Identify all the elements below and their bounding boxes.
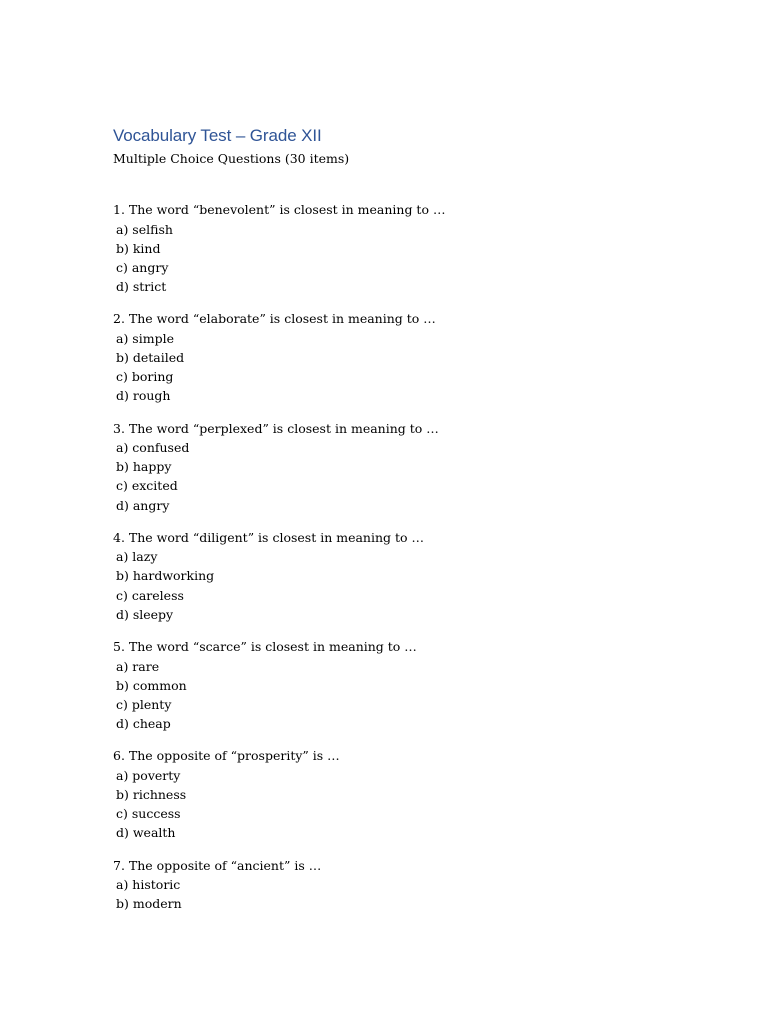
answer-option: b) happy [116,459,172,475]
answer-option: d) sleepy [116,606,174,622]
answer-option: a) historic [116,877,181,892]
question-text: 3. The word “perplexed” is closest in meaning to … [113,420,439,436]
answer-option: d) cheap [116,716,171,732]
question-text: 4. The word “diligent” is closest in meaning to … [113,529,425,545]
document-subtitle: Multiple Choice Questions (30 items) [113,151,350,166]
question-item [113,528,713,624]
question-item [113,309,713,405]
answer-option: a) lazy [116,549,158,565]
answer-option: a) simple [116,330,174,346]
answer-option: b) modern [116,896,182,912]
question-text: 5. The word “scarce” is closest in meaning to … [113,639,417,654]
answer-option: d) angry [116,497,170,513]
answer-option: b) richness [116,786,187,802]
answer-option: c) plenty [116,696,172,712]
answer-option: a) confused [116,440,190,455]
question-item [113,637,713,733]
answer-option: b) detailed [116,349,185,365]
answer-option: b) hardworking [116,568,215,584]
question-item [113,856,713,914]
question-item [113,419,713,515]
document-title: Vocabulary Test – Grade XII [113,126,322,145]
answer-option: c) angry [116,259,169,275]
answer-option: b) kind [116,240,161,256]
answer-option: d) rough [116,388,171,404]
question-text: 6. The opposite of “prosperity” is … [113,748,340,764]
answer-option: b) common [116,677,187,693]
question-item [113,746,713,842]
answer-option: c) excited [116,478,178,494]
answer-option: c) success [116,806,181,822]
question-text: 2. The word “elaborate” is closest in meaning to … [113,311,436,327]
answer-option: a) rare [116,658,160,674]
answer-option: c) boring [116,369,174,385]
answer-option: a) poverty [116,767,181,783]
answer-option: c) careless [116,587,184,603]
answer-option: d) strict [116,279,167,295]
document-page [113,124,713,926]
answer-option: a) selfish [116,221,173,237]
question-list [113,200,713,913]
question-text: 7. The opposite of “ancient” is … [113,857,322,873]
question-item [113,200,713,296]
answer-option: d) wealth [116,825,176,841]
question-text: 1. The word “benevolent” is closest in meaning to … [113,202,446,217]
